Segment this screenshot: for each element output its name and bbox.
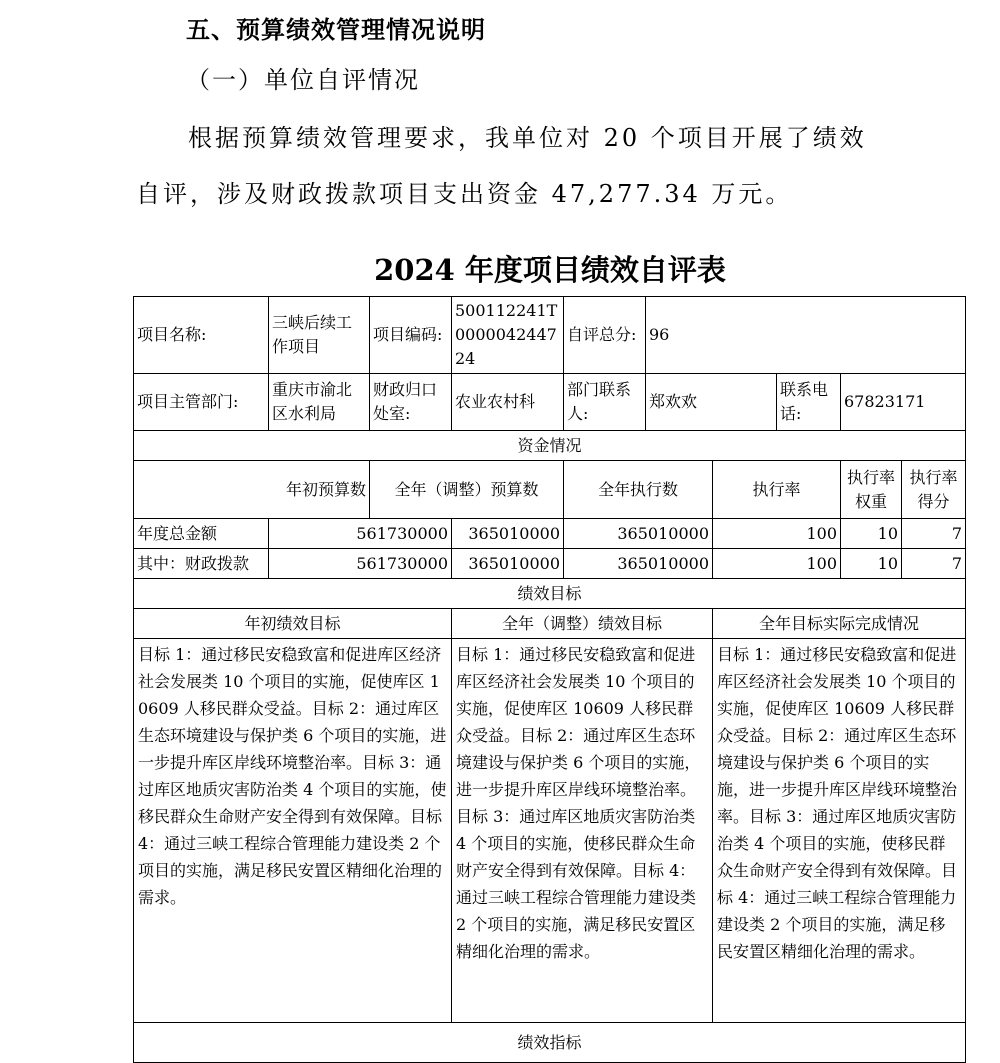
- info-row-2: [134, 374, 966, 431]
- finance-value: 农业农村科: [452, 374, 564, 431]
- goal-text-adjusted: 目标 1：通过移民安稳致富和促进库区经济社会发展类 10 个项目的实施，促使库区 10609 人移民群众受益。目标 2：通过库区生态环境建设与保护类 6 个项目的实施，进一步提升库区岸线环境整治率。目标 3：通过库区地质灾害防治类 4 个项目的实施，使移民群众生命财产安全得到有效保障。目标 4：通过三峡工程综合管理能力建设类 2 个项目的实施，满足移民安置区精细化治理的需求。: [452, 639, 713, 1023]
- goals-header-actual: 全年目标实际完成情况: [713, 609, 966, 639]
- funds-header: 全年（调整）预算数: [370, 461, 564, 519]
- goals-header-initial: 年初绩效目标: [134, 609, 452, 639]
- dept-value: 重庆市渝北区水利局: [269, 374, 370, 431]
- execution-rate: 100: [713, 549, 841, 579]
- intro-paragraph: 根据预算绩效管理要求，我单位对 20 个项目开展了绩效自评，涉及财政拨款项目支出资金 47,277.34 万元。: [136, 124, 867, 208]
- rate-score: 7: [902, 519, 966, 549]
- funds-section-title: 资金情况: [134, 431, 966, 461]
- execution-rate: 100: [713, 519, 841, 549]
- budget-executed: 365010000: [564, 519, 713, 549]
- rate-weight: 10: [841, 549, 902, 579]
- project-name: 三峡后续工作项目: [269, 297, 370, 374]
- indicators-section-title: 绩效指标: [134, 1023, 966, 1063]
- table-row: [134, 549, 966, 579]
- rate-score: 7: [902, 549, 966, 579]
- budget-adjusted: 365010000: [452, 519, 564, 549]
- contact-label: 部门联系人:: [564, 374, 646, 431]
- phone-value: 67823171: [841, 374, 966, 431]
- funds-header-row: [134, 461, 966, 519]
- finance-label: 财政归口处室:: [370, 374, 452, 431]
- goal-text-initial: 目标 1：通过移民安稳致富和促进库区经济社会发展类 10 个项目的实施，促使库区 10609 人移民群众受益。目标 2：通过库区生态环境建设与保护类 6 个项目的实施，进一步提升库区岸线环境整治率。目标 3：通过库区地质灾害防治类 4 个项目的实施，使移民群众生命财产安全得到有效保障。目标 4：通过三峡工程综合管理能力建设类 2 个项目的实施，满足移民安置区精细化治理的需求。: [134, 639, 452, 1023]
- row-label: 年度总金额: [134, 519, 269, 549]
- budget-executed: 365010000: [564, 549, 713, 579]
- subsection-heading: （一）单位自评情况: [186, 66, 420, 94]
- goals-row: [134, 639, 966, 1023]
- goal-text-actual: 目标 1：通过移民安稳致富和促进库区经济社会发展类 10 个项目的实施，促使库区 10609 人移民群众受益。目标 2：通过库区生态环境建设与保护类 6 个项目的实施，进一步提升库区岸线环境整治率。目标 3：通过库区地质灾害防治类 4 个项目的实施，使移民群众生命财产安全得到有效保障。目标 4：通过三峡工程综合管理能力建设类 2 个项目的实施，满足移民安置区精细化治理的需求。: [713, 639, 966, 1023]
- dept-label: 项目主管部门:: [134, 374, 269, 431]
- phone-label: 联系电话:: [777, 374, 841, 431]
- funds-header: 执行率: [713, 461, 841, 519]
- funds-header: 执行率得分: [902, 461, 966, 519]
- funds-header: 执行率权重: [841, 461, 902, 519]
- self-evaluation-table: [133, 296, 966, 1063]
- project-code: 500112241T000004244724: [452, 297, 564, 374]
- funds-header: 年初预算数: [134, 461, 370, 519]
- funds-header: 全年执行数: [564, 461, 713, 519]
- budget-initial: 561730000: [269, 519, 452, 549]
- goals-header-adjusted: 全年（调整）绩效目标: [452, 609, 713, 639]
- project-name-label: 项目名称:: [134, 297, 269, 374]
- section-heading: 五、预算绩效管理情况说明: [186, 16, 486, 44]
- table-title: 2024 年度项目绩效自评表: [374, 253, 726, 287]
- budget-initial: 561730000: [269, 549, 452, 579]
- goals-header-row: [134, 609, 966, 639]
- contact-value: 郑欢欢: [646, 374, 777, 431]
- info-row-1: [134, 297, 966, 374]
- budget-adjusted: 365010000: [452, 549, 564, 579]
- rate-weight: 10: [841, 519, 902, 549]
- score-label: 自评总分:: [564, 297, 646, 374]
- table-row: [134, 519, 966, 549]
- row-label: 其中：财政拨款: [134, 549, 269, 579]
- project-code-label: 项目编码:: [370, 297, 452, 374]
- goals-section-title: 绩效目标: [134, 579, 966, 609]
- score-value: 96: [646, 297, 966, 374]
